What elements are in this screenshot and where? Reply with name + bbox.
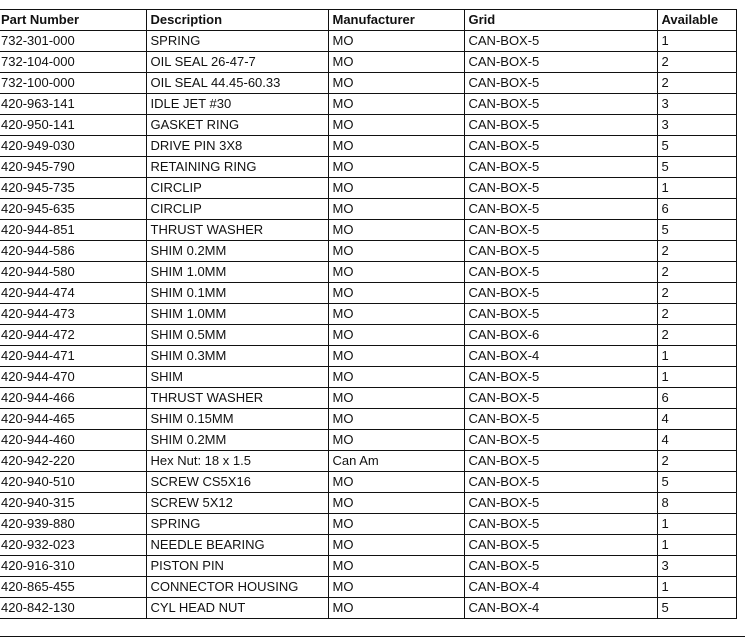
table-row xyxy=(0,283,736,304)
cell-available: 5 xyxy=(657,598,736,619)
cell-grid: CAN-BOX-6 xyxy=(464,325,657,346)
cell-available: 3 xyxy=(657,556,736,577)
cell-description: SCREW CS5X16 xyxy=(146,472,328,493)
table-row xyxy=(0,136,736,157)
cell-grid: CAN-BOX-5 xyxy=(464,556,657,577)
cell-available: 2 xyxy=(657,283,736,304)
cell-grid: CAN-BOX-5 xyxy=(464,304,657,325)
cell-grid: CAN-BOX-5 xyxy=(464,367,657,388)
cell-part-number: 420-944-471 xyxy=(0,346,146,367)
cell-description: RETAINING RING xyxy=(146,157,328,178)
cell-grid: CAN-BOX-4 xyxy=(464,577,657,598)
header-grid: Grid xyxy=(464,10,657,31)
cell-part-number: 420-944-465 xyxy=(0,409,146,430)
cell-description: THRUST WASHER xyxy=(146,388,328,409)
cell-grid: CAN-BOX-5 xyxy=(464,451,657,472)
cell-grid: CAN-BOX-5 xyxy=(464,409,657,430)
cell-grid: CAN-BOX-5 xyxy=(464,283,657,304)
cell-available: 6 xyxy=(657,388,736,409)
cell-description: DRIVE PIN 3X8 xyxy=(146,136,328,157)
cell-part-number: 420-945-735 xyxy=(0,178,146,199)
cell-part-number: 420-940-315 xyxy=(0,493,146,514)
table-row xyxy=(0,346,736,367)
cell-available: 1 xyxy=(657,577,736,598)
cell-manufacturer: MO xyxy=(328,73,464,94)
cell-description: CONNECTOR HOUSING xyxy=(146,577,328,598)
cell-part-number: 420-944-460 xyxy=(0,430,146,451)
cell-available: 2 xyxy=(657,241,736,262)
cell-available: 2 xyxy=(657,325,736,346)
cell-description: SHIM 0.2MM xyxy=(146,241,328,262)
table-row xyxy=(0,598,736,619)
header-description: Description xyxy=(146,10,328,31)
cell-description: SPRING xyxy=(146,514,328,535)
cell-description: CIRCLIP xyxy=(146,199,328,220)
cell-manufacturer: MO xyxy=(328,262,464,283)
table-row xyxy=(0,157,736,178)
cell-available: 2 xyxy=(657,52,736,73)
table-row xyxy=(0,325,736,346)
cell-manufacturer: MO xyxy=(328,283,464,304)
table-row xyxy=(0,115,736,136)
cell-available: 1 xyxy=(657,367,736,388)
cell-description: Hex Nut: 18 x 1.5 xyxy=(146,451,328,472)
cell-description: SHIM 0.1MM xyxy=(146,283,328,304)
cell-manufacturer: MO xyxy=(328,325,464,346)
cell-description: OIL SEAL 44.45-60.33 xyxy=(146,73,328,94)
table-row xyxy=(0,556,736,577)
cell-part-number: 420-932-023 xyxy=(0,535,146,556)
cell-part-number: 420-944-474 xyxy=(0,283,146,304)
cell-part-number: 420-945-790 xyxy=(0,157,146,178)
cell-grid: CAN-BOX-5 xyxy=(464,115,657,136)
cell-description: SHIM 0.2MM xyxy=(146,430,328,451)
cell-manufacturer: MO xyxy=(328,136,464,157)
cell-available: 1 xyxy=(657,31,736,52)
cell-available: 6 xyxy=(657,199,736,220)
cell-description: CYL HEAD NUT xyxy=(146,598,328,619)
cell-part-number: 420-916-310 xyxy=(0,556,146,577)
cell-part-number: 420-942-220 xyxy=(0,451,146,472)
cell-grid: CAN-BOX-5 xyxy=(464,94,657,115)
cell-manufacturer: MO xyxy=(328,598,464,619)
table-header-row xyxy=(0,10,736,31)
cell-grid: CAN-BOX-5 xyxy=(464,52,657,73)
cell-manufacturer: MO xyxy=(328,52,464,73)
table-row xyxy=(0,514,736,535)
cell-manufacturer: Can Am xyxy=(328,451,464,472)
cell-part-number: 420-949-030 xyxy=(0,136,146,157)
table-row xyxy=(0,73,736,94)
cell-description: SPRING xyxy=(146,31,328,52)
table-row xyxy=(0,220,736,241)
cell-available: 2 xyxy=(657,262,736,283)
table-body xyxy=(0,31,736,619)
table-row xyxy=(0,199,736,220)
cell-grid: CAN-BOX-5 xyxy=(464,493,657,514)
cell-available: 4 xyxy=(657,430,736,451)
cell-part-number: 732-301-000 xyxy=(0,31,146,52)
cell-description: SHIM 0.15MM xyxy=(146,409,328,430)
cell-manufacturer: MO xyxy=(328,388,464,409)
cell-description: THRUST WASHER xyxy=(146,220,328,241)
cell-description: PISTON PIN xyxy=(146,556,328,577)
table-row xyxy=(0,52,736,73)
cell-available: 4 xyxy=(657,409,736,430)
table-row xyxy=(0,493,736,514)
cell-manufacturer: MO xyxy=(328,199,464,220)
table-row xyxy=(0,262,736,283)
table-row xyxy=(0,577,736,598)
cell-part-number: 420-945-635 xyxy=(0,199,146,220)
cell-manufacturer: MO xyxy=(328,556,464,577)
cell-grid: CAN-BOX-5 xyxy=(464,535,657,556)
cell-manufacturer: MO xyxy=(328,514,464,535)
cell-part-number: 420-944-466 xyxy=(0,388,146,409)
cell-grid: CAN-BOX-5 xyxy=(464,178,657,199)
cell-grid: CAN-BOX-5 xyxy=(464,31,657,52)
cell-part-number: 420-939-880 xyxy=(0,514,146,535)
cell-grid: CAN-BOX-5 xyxy=(464,199,657,220)
cell-manufacturer: MO xyxy=(328,304,464,325)
table-row xyxy=(0,451,736,472)
cell-available: 2 xyxy=(657,304,736,325)
cell-manufacturer: MO xyxy=(328,220,464,241)
cell-available: 2 xyxy=(657,73,736,94)
cell-available: 1 xyxy=(657,178,736,199)
cell-part-number: 420-842-130 xyxy=(0,598,146,619)
cell-manufacturer: MO xyxy=(328,472,464,493)
cell-description: CIRCLIP xyxy=(146,178,328,199)
bottom-divider xyxy=(0,636,745,637)
cell-available: 1 xyxy=(657,346,736,367)
cell-description: OIL SEAL 26-47-7 xyxy=(146,52,328,73)
cell-part-number: 420-950-141 xyxy=(0,115,146,136)
cell-part-number: 420-944-473 xyxy=(0,304,146,325)
cell-description: SHIM xyxy=(146,367,328,388)
cell-available: 3 xyxy=(657,115,736,136)
cell-manufacturer: MO xyxy=(328,493,464,514)
cell-part-number: 420-865-455 xyxy=(0,577,146,598)
cell-manufacturer: MO xyxy=(328,346,464,367)
cell-grid: CAN-BOX-5 xyxy=(464,157,657,178)
table-row xyxy=(0,430,736,451)
cell-description: SHIM 0.5MM xyxy=(146,325,328,346)
table-row xyxy=(0,409,736,430)
cell-description: SCREW 5X12 xyxy=(146,493,328,514)
cell-manufacturer: MO xyxy=(328,409,464,430)
cell-available: 5 xyxy=(657,220,736,241)
table-row xyxy=(0,178,736,199)
cell-description: SHIM 0.3MM xyxy=(146,346,328,367)
cell-available: 5 xyxy=(657,157,736,178)
cell-grid: CAN-BOX-5 xyxy=(464,430,657,451)
cell-grid: CAN-BOX-5 xyxy=(464,241,657,262)
cell-grid: CAN-BOX-5 xyxy=(464,262,657,283)
table-row xyxy=(0,31,736,52)
cell-grid: CAN-BOX-5 xyxy=(464,73,657,94)
cell-part-number: 732-104-000 xyxy=(0,52,146,73)
cell-available: 1 xyxy=(657,514,736,535)
cell-grid: CAN-BOX-4 xyxy=(464,346,657,367)
cell-available: 3 xyxy=(657,94,736,115)
table-row xyxy=(0,388,736,409)
cell-manufacturer: MO xyxy=(328,115,464,136)
header-manufacturer: Manufacturer xyxy=(328,10,464,31)
cell-part-number: 420-940-510 xyxy=(0,472,146,493)
header-available: Available xyxy=(657,10,736,31)
cell-grid: CAN-BOX-5 xyxy=(464,388,657,409)
cell-available: 5 xyxy=(657,472,736,493)
cell-manufacturer: MO xyxy=(328,157,464,178)
cell-part-number: 420-963-141 xyxy=(0,94,146,115)
cell-part-number: 420-944-580 xyxy=(0,262,146,283)
cell-manufacturer: MO xyxy=(328,241,464,262)
cell-description: GASKET RING xyxy=(146,115,328,136)
cell-part-number: 420-944-586 xyxy=(0,241,146,262)
table-row xyxy=(0,367,736,388)
cell-manufacturer: MO xyxy=(328,31,464,52)
cell-manufacturer: MO xyxy=(328,367,464,388)
cell-description: IDLE JET #30 xyxy=(146,94,328,115)
cell-grid: CAN-BOX-5 xyxy=(464,472,657,493)
cell-grid: CAN-BOX-5 xyxy=(464,136,657,157)
table-row xyxy=(0,472,736,493)
table-row xyxy=(0,535,736,556)
cell-manufacturer: MO xyxy=(328,178,464,199)
cell-available: 5 xyxy=(657,136,736,157)
table-row xyxy=(0,94,736,115)
cell-part-number: 420-944-470 xyxy=(0,367,146,388)
cell-description: SHIM 1.0MM xyxy=(146,304,328,325)
cell-manufacturer: MO xyxy=(328,535,464,556)
cell-part-number: 732-100-000 xyxy=(0,73,146,94)
cell-grid: CAN-BOX-4 xyxy=(464,598,657,619)
header-part-number: Part Number xyxy=(0,10,146,31)
cell-grid: CAN-BOX-5 xyxy=(464,220,657,241)
table-row xyxy=(0,304,736,325)
cell-description: NEEDLE BEARING xyxy=(146,535,328,556)
table-row xyxy=(0,241,736,262)
cell-manufacturer: MO xyxy=(328,577,464,598)
cell-available: 1 xyxy=(657,535,736,556)
cell-grid: CAN-BOX-5 xyxy=(464,514,657,535)
cell-manufacturer: MO xyxy=(328,94,464,115)
cell-part-number: 420-944-472 xyxy=(0,325,146,346)
cell-available: 2 xyxy=(657,451,736,472)
parts-inventory-table xyxy=(0,9,737,619)
cell-description: SHIM 1.0MM xyxy=(146,262,328,283)
cell-manufacturer: MO xyxy=(328,430,464,451)
cell-available: 8 xyxy=(657,493,736,514)
cell-part-number: 420-944-851 xyxy=(0,220,146,241)
